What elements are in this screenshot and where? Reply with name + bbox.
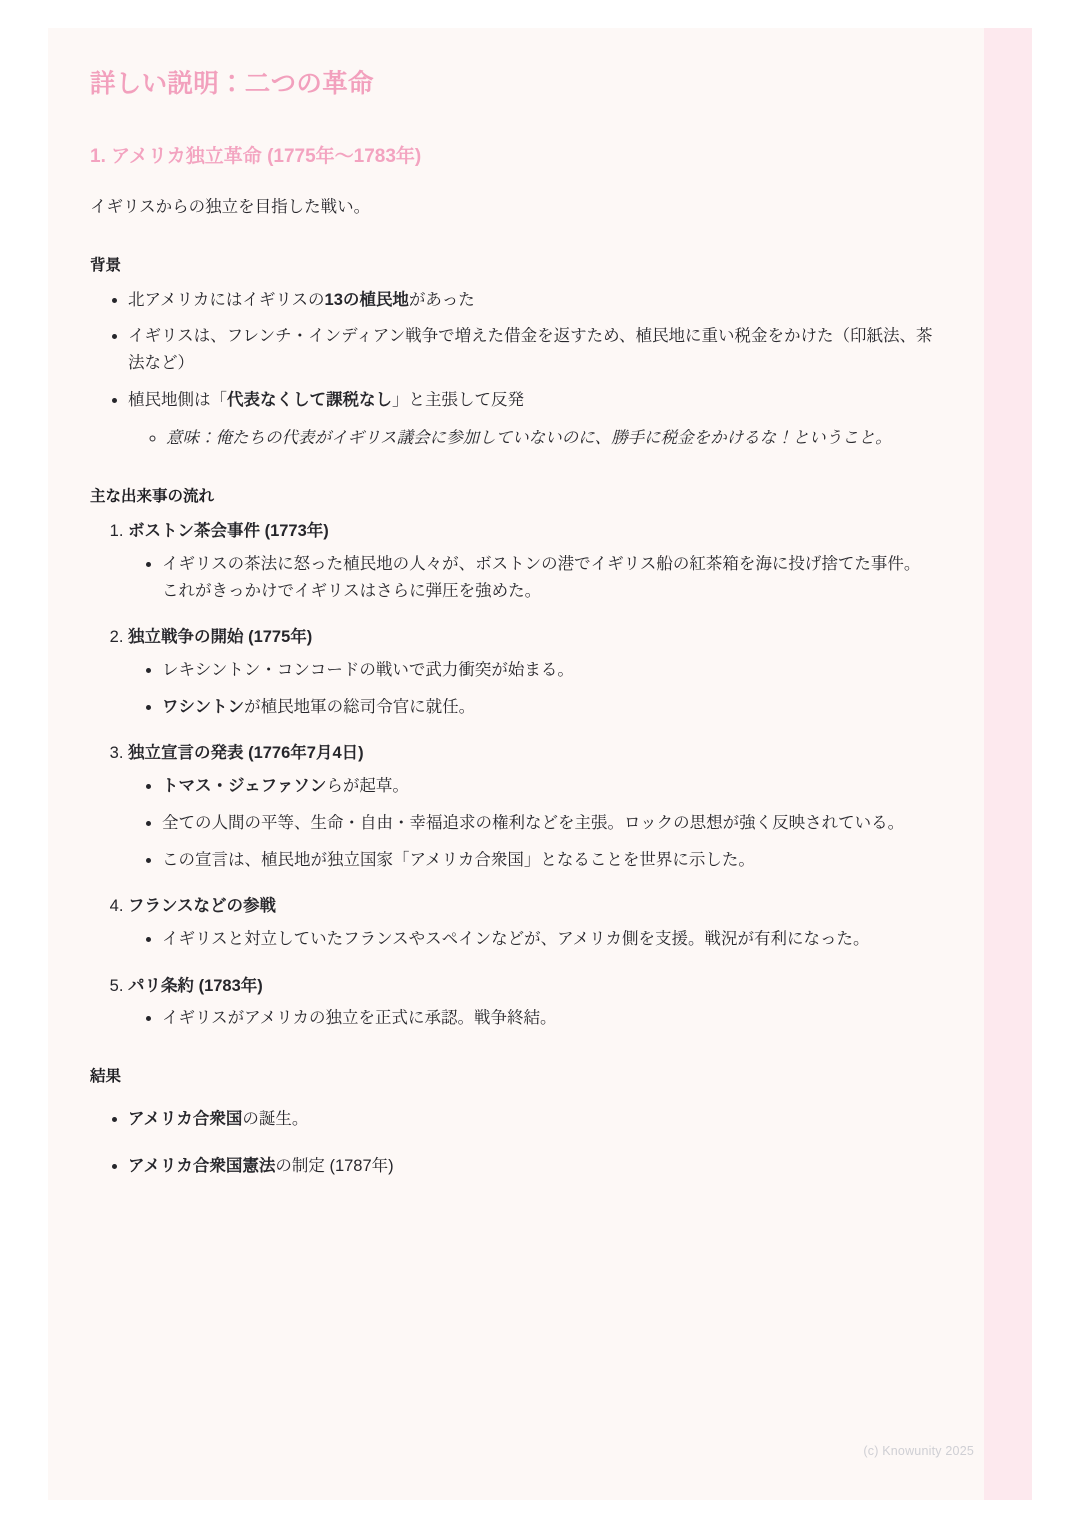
event-label: 独立宣言の発表 (1776年7月4日)	[128, 744, 364, 763]
list-item: • イギリスと対立していたフランスやスペインなどが、アメリカ側を支援。戦況が有利になった。	[162, 926, 934, 953]
subheading-background: 背景	[90, 256, 122, 274]
list-item: • レキシントン・コンコードの戦いで武力衝突が始まる。	[162, 657, 934, 684]
page-side-strip	[984, 28, 1032, 1500]
list-item: • ワシントンが植民地軍の総司令官に就任。	[162, 694, 934, 721]
list-item: • イギリスの茶法に怒った植民地の人々が、ボストンの港でイギリス船の紅茶箱を海に投げ捨てた事件。これがきっかけでイギリスはさらに弾圧を強めた。	[162, 551, 934, 604]
event-detail-list	[128, 1005, 934, 1032]
list-item	[128, 893, 934, 952]
page-title: 詳しい説明：二つの革命	[90, 70, 374, 98]
list-item: • この宣言は、植民地が独立国家「アメリカ合衆国」となることを世界に示した。	[162, 847, 934, 874]
list-item: • トマス・ジェファソンらが起草。	[162, 773, 934, 800]
list-item: • アメリカ合衆国憲法の制定 (1787年)	[128, 1153, 934, 1180]
results-list	[90, 1106, 934, 1179]
event-detail-list	[128, 657, 934, 720]
list-item: • 植民地側は「代表なくして課税なし」と主張して反発 ◦ 意味：俺たちの代表がイギリス議会に参加していないのに、勝手に税金をかけるな！ということ。	[128, 387, 934, 452]
background-sublist	[128, 425, 934, 452]
list-item: • 全ての人間の平等、生命・自由・幸福追求の権利などを主張。ロックの思想が強く反映されている。	[162, 810, 934, 837]
list-item	[128, 518, 934, 604]
watermark: (c) Knowunity 2025	[863, 1444, 974, 1458]
subheading-results: 結果	[90, 1068, 122, 1086]
event-detail-list	[128, 551, 934, 604]
list-item	[128, 624, 934, 720]
subheading-main-events: 主な出来事の流れ	[90, 488, 215, 506]
list-item	[128, 973, 934, 1032]
event-label: パリ条約 (1783年)	[128, 976, 263, 995]
list-item: • 北アメリカにはイギリスの13の植民地があった	[128, 287, 934, 314]
section-lead-text: イギリスからの独立を目指した戦い。	[90, 198, 371, 217]
list-item: • アメリカ合衆国の誕生。	[128, 1106, 934, 1133]
event-label: 独立戦争の開始 (1775年)	[128, 628, 313, 647]
events-list	[90, 518, 934, 1032]
list-item: • イギリスがアメリカの独立を正式に承認。戦争終結。	[162, 1005, 934, 1032]
event-detail-list	[128, 926, 934, 953]
event-label: フランスなどの参戦	[128, 897, 277, 916]
list-item: • イギリスは、フレンチ・インディアン戦争で増えた借金を返すため、植民地に重い税金をかけた（印紙法、茶法など）	[128, 323, 934, 376]
section-heading-american-revolution: 1. アメリカ独立革命 (1775年〜1783年)	[90, 146, 422, 168]
page-content	[48, 28, 984, 1500]
list-item: ◦ 意味：俺たちの代表がイギリス議会に参加していないのに、勝手に税金をかけるな！ということ。	[166, 425, 934, 452]
list-item	[128, 740, 934, 873]
background-list	[90, 287, 934, 453]
event-detail-list	[128, 773, 934, 873]
document-page	[48, 28, 1032, 1500]
event-label: ボストン茶会事件 (1773年)	[128, 522, 329, 541]
